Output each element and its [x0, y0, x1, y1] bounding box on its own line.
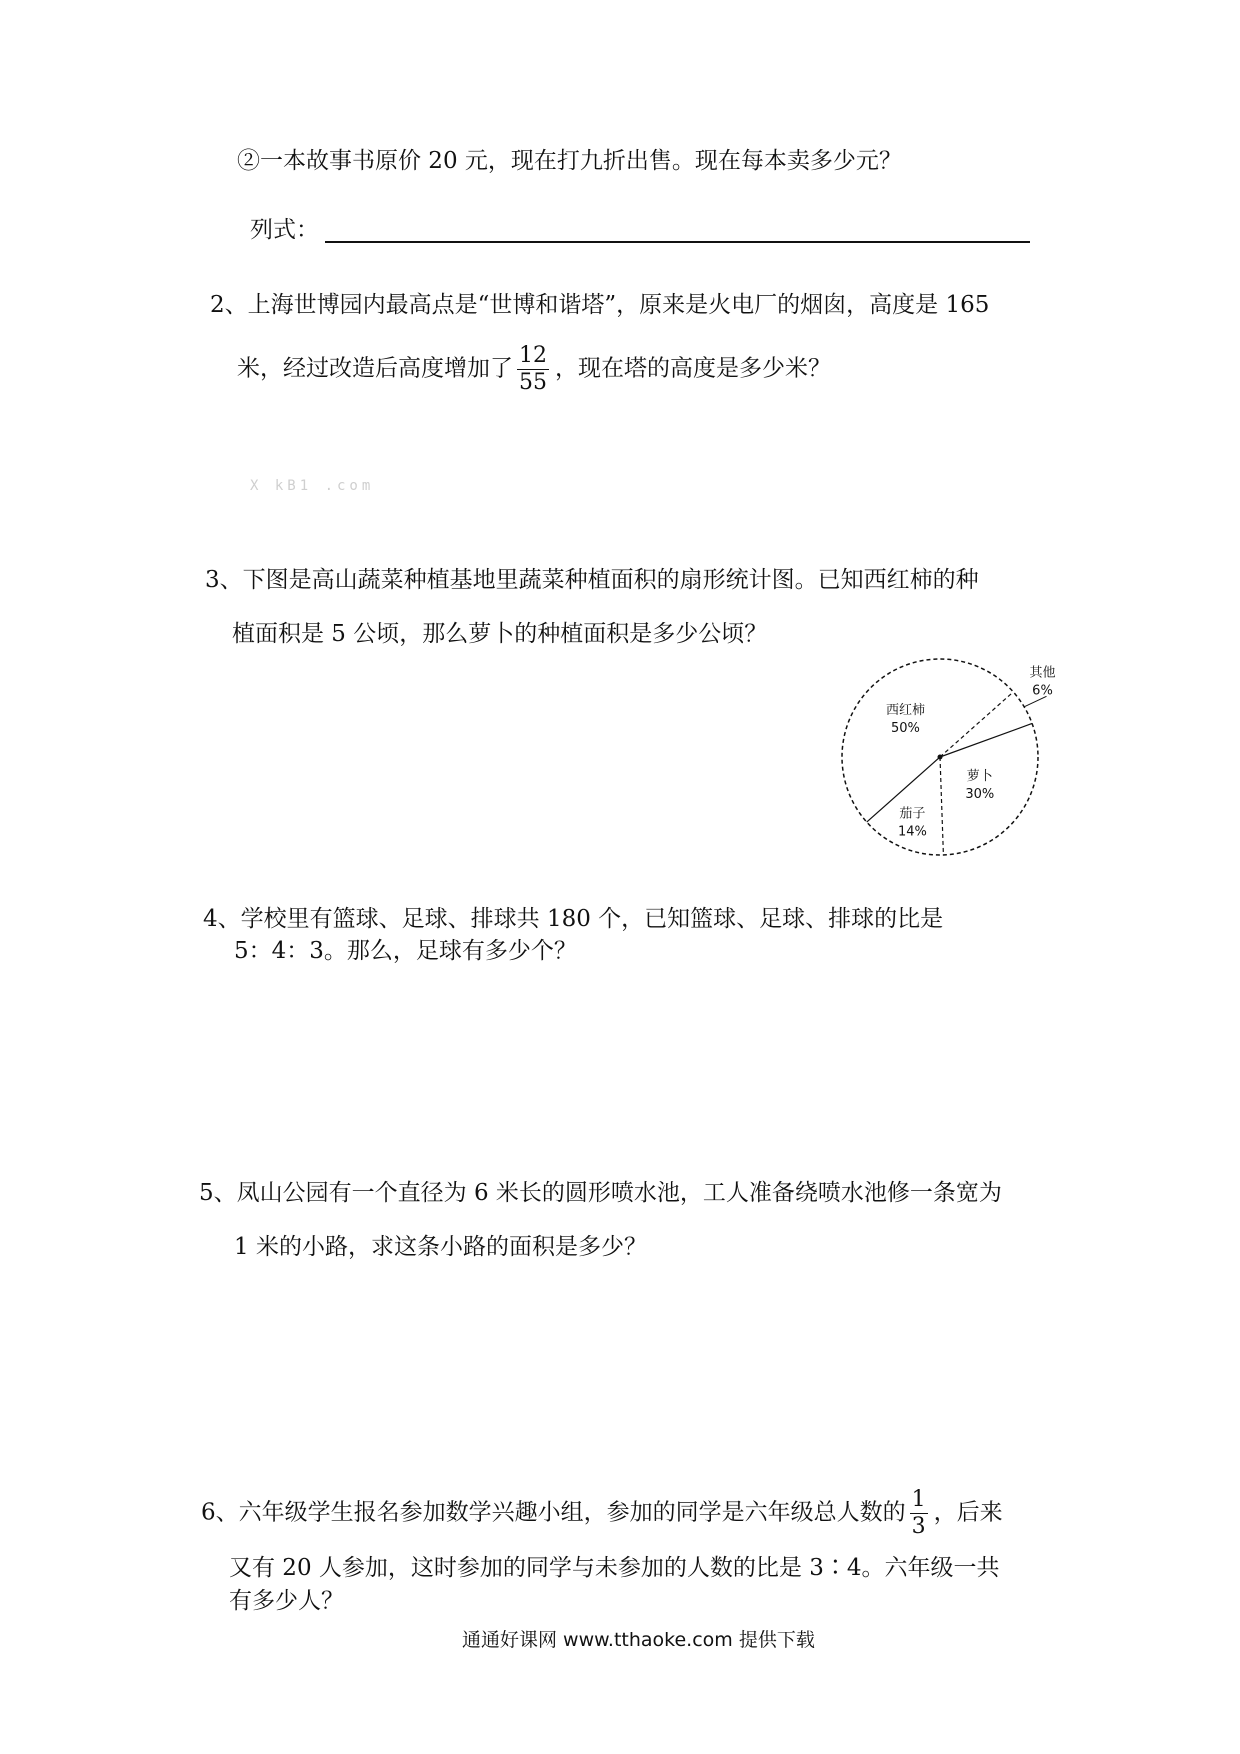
pie-value-西红柿: 50%: [891, 721, 920, 737]
q5-line2: 1 米的小路，求这条小路的面积是多少？: [234, 1234, 647, 1260]
pie-value-茄子: 14%: [897, 824, 927, 840]
pie-chart: [820, 615, 1070, 875]
q2-frac-den: 55: [519, 370, 547, 395]
pie-label-其他: 其他: [1029, 665, 1056, 681]
q6-line3: 有多少人？: [229, 1588, 344, 1614]
q6-line2: 又有 20 人参加，这时参加的同学与未参加的人数的比是 3∶4。六年级一共: [229, 1555, 1000, 1581]
pie-boundary-2: [940, 757, 943, 855]
formula-answer-line[interactable]: [325, 241, 1030, 243]
q2-frac-num: 12: [519, 343, 547, 368]
q3-line2: 植面积是 5 公顷，那么萝卜的种植面积是多少公顷？: [232, 621, 768, 647]
q2-line2-post: ，现在塔的高度是多少米？: [555, 355, 831, 382]
q4-line2: 5：4：3。那么，足球有多少个？: [234, 938, 577, 964]
page-footer: 通通好课网 www.tthaoke.com 提供下载: [462, 1629, 815, 1651]
pie-boundary-1: [940, 723, 1032, 757]
pie-boundary-4: [940, 692, 1013, 757]
pie-label-西红柿: 西红柿: [885, 703, 925, 719]
watermark: X kB1 .com: [250, 478, 375, 494]
q6-frac-den: 3: [911, 1514, 926, 1539]
q5-line1: 5、凤山公园有一个直径为 6 米长的圆形喷水池，工人准备绕喷水池修一条宽为: [199, 1180, 1002, 1206]
q1b-formula-label: 列式：: [250, 217, 319, 243]
q6-fraction: [910, 1487, 928, 1540]
q6-line1-pre: 6、六年级学生报名参加数学兴趣小组，参加的同学是六年级总人数的: [201, 1499, 906, 1526]
q6-line1-post: ，后来: [933, 1499, 1003, 1526]
q4-line1: 4、学校里有篮球、足球、排球共 180 个，已知篮球、足球、排球的比是: [203, 906, 944, 932]
pie-value-萝卜: 30%: [965, 786, 995, 802]
pie-label-茄子: 茄子: [899, 806, 926, 822]
q2-fraction: [517, 343, 549, 396]
pie-label-萝卜: 萝卜: [966, 768, 993, 784]
pie-center-dot: [938, 755, 943, 760]
q6-frac-num: 1: [911, 1487, 926, 1512]
q2-line1: 2、上海世博园内最高点是“世博和谐塔”，原来是火电厂的烟囱，高度是 165: [210, 292, 990, 318]
q3-line1: 3、下图是高山蔬菜种植基地里蔬菜种植面积的扇形统计图。已知西红柿的种: [205, 567, 979, 593]
q1b-text: ②一本故事书原价 20 元，现在打九折出售。现在每本卖多少元？: [237, 148, 902, 174]
q6-line1: [201, 1487, 1003, 1540]
pie-value-其他: 6%: [1032, 683, 1053, 699]
q2-line2: [237, 343, 831, 396]
q2-line2-pre: 米，经过改造后高度增加了: [237, 355, 513, 382]
